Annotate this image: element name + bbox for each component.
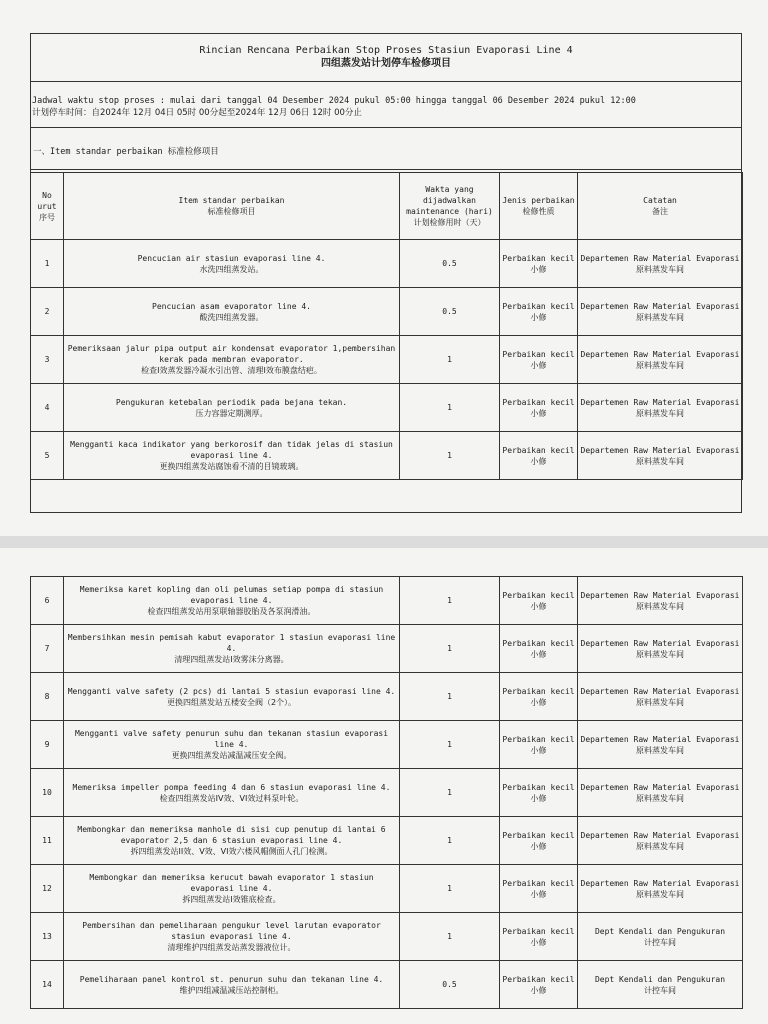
title-line-zh: 四组蒸发站计划停车检修项目 (321, 58, 451, 69)
row-note (578, 913, 743, 961)
row-type-id: Perbaikan kecil (502, 926, 575, 936)
row-time: 1 (400, 625, 500, 673)
row-note-zh: 原料蒸发车间 (636, 793, 684, 803)
row-note (578, 336, 743, 384)
row-number: 13 (31, 913, 64, 961)
row-note (578, 240, 743, 288)
row-note (578, 288, 743, 336)
row-number: 8 (31, 673, 64, 721)
row-item-zh: 清理四组蒸发站I效雾沫分离器。 (174, 655, 289, 664)
row-time: 1 (400, 336, 500, 384)
schedule-line-id: Jadwal waktu stop proses : mulai dari tanggal 04 Desember 2024 pukul 05:00 hingga tanggal 06 Desember 2024 pukul 12:00 (32, 96, 636, 106)
table-row (31, 577, 743, 625)
row-type-zh: 小修 (530, 793, 547, 803)
row-item (64, 432, 400, 480)
row-item-id: Memeriksa karet kopling dan oli pelumas setiap pompa di stasiun evaporasi line 4. (79, 585, 384, 605)
row-item-id: Pencucian air stasiun evaporasi line 4. (137, 253, 326, 263)
schedule-line-zh: 计划停车时间：自2024年 12月 04日 05时 00分起至2024年 12月 06日 12时 00分止 (32, 108, 362, 118)
row-note-zh: 计控车间 (644, 985, 676, 995)
document-title (31, 34, 741, 82)
row-item-id: Membongkar dan memeriksa manhole di sisi cup penutup di lantai 6 evaporator 2,5 dan 6 stasiun evaporasi line 4. (77, 825, 386, 845)
row-note-zh: 原料蒸发车间 (636, 264, 684, 274)
row-note-zh: 原料蒸发车间 (636, 649, 684, 659)
header-note-id: Catatan (643, 196, 677, 205)
row-item-zh: 更换四组蒸发站减温减压安全阀。 (171, 751, 292, 760)
header-no-zh: 序号 (39, 212, 55, 222)
row-note-zh: 原料蒸发车间 (636, 745, 684, 755)
table-row (31, 432, 743, 480)
row-type-zh: 小修 (530, 937, 547, 947)
row-time: 0.5 (400, 240, 500, 288)
row-time: 1 (400, 673, 500, 721)
row-time: 1 (400, 769, 500, 817)
table-row (31, 817, 743, 865)
row-number: 14 (31, 961, 64, 1009)
row-type-id: Perbaikan kecil (502, 878, 575, 888)
table-row (31, 961, 743, 1009)
row-time: 1 (400, 721, 500, 769)
row-item-id: Pemeliharaan panel kontrol st. penurun suhu dan tekanan line 4. (79, 974, 384, 984)
row-type-zh: 小修 (530, 697, 547, 707)
row-type (500, 673, 578, 721)
row-type-zh: 小修 (530, 889, 547, 899)
row-type-id: Perbaikan kecil (502, 445, 575, 455)
row-item-zh: 清理维护四组蒸发站蒸发器液位计。 (167, 943, 296, 952)
row-note (578, 721, 743, 769)
row-item-id: Pencucian asam evaporator line 4. (152, 301, 311, 311)
row-type-id: Perbaikan kecil (502, 349, 575, 359)
row-item (64, 817, 400, 865)
row-note-id: Departemen Raw Material Evaporasi (580, 830, 740, 840)
row-item (64, 961, 400, 1009)
header-item-id: Item standar perbaikan (178, 196, 285, 205)
row-number: 5 (31, 432, 64, 480)
row-note (578, 769, 743, 817)
row-type (500, 240, 578, 288)
table-row (31, 240, 743, 288)
row-type-zh: 小修 (530, 264, 547, 274)
schedule-info (31, 82, 741, 128)
row-type-id: Perbaikan kecil (502, 734, 575, 744)
row-item-zh: 检查四组蒸发站用泵联轴器胶胎及各泵润滑油。 (147, 607, 316, 616)
row-time: 1 (400, 384, 500, 432)
row-type-zh: 小修 (530, 601, 547, 611)
maintenance-table-part1 (30, 172, 743, 480)
row-type-zh: 小修 (530, 985, 547, 995)
page-gap (0, 536, 768, 548)
header-item-zh: 标准检修项目 (207, 207, 256, 216)
row-note-zh: 原料蒸发车间 (636, 408, 684, 418)
table-header-row (31, 173, 743, 240)
row-time: 0.5 (400, 961, 500, 1009)
row-number: 2 (31, 288, 64, 336)
row-time: 0.5 (400, 288, 500, 336)
row-number: 12 (31, 865, 64, 913)
row-type-id: Perbaikan kecil (502, 301, 575, 311)
header-type (500, 173, 578, 240)
header-no (31, 173, 64, 240)
row-type (500, 288, 578, 336)
header-time (400, 173, 500, 240)
row-item (64, 288, 400, 336)
row-item (64, 240, 400, 288)
row-time: 1 (400, 577, 500, 625)
header-note-zh: 备注 (652, 207, 668, 216)
row-note-id: Dept Kendali dan Pengukuran (594, 974, 726, 984)
row-type-zh: 小修 (530, 360, 547, 370)
row-item (64, 625, 400, 673)
row-type (500, 577, 578, 625)
row-item (64, 913, 400, 961)
row-note-zh: 原料蒸发车间 (636, 697, 684, 707)
row-item (64, 384, 400, 432)
table-row (31, 625, 743, 673)
row-type (500, 817, 578, 865)
row-note-zh: 原料蒸发车间 (636, 312, 684, 322)
row-item (64, 673, 400, 721)
row-note-zh: 原料蒸发车间 (636, 841, 684, 851)
row-number: 6 (31, 577, 64, 625)
row-item-zh: 更换四组蒸发站五楼安全阀（2个）。 (166, 697, 297, 707)
row-note (578, 625, 743, 673)
row-number: 3 (31, 336, 64, 384)
row-type (500, 721, 578, 769)
row-note-id: Departemen Raw Material Evaporasi (580, 397, 740, 407)
row-note (578, 384, 743, 432)
title-line-id: Rincian Rencana Perbaikan Stop Proses Stasiun Evaporasi Line 4 (199, 45, 573, 56)
row-note-id: Departemen Raw Material Evaporasi (580, 253, 740, 263)
row-type (500, 336, 578, 384)
row-type (500, 625, 578, 673)
row-note-zh: 原料蒸发车间 (636, 601, 684, 611)
row-item-zh: 拆四组蒸发站I效锥底检查。 (182, 895, 281, 904)
row-type-id: Perbaikan kecil (502, 686, 575, 696)
row-note-id: Departemen Raw Material Evaporasi (580, 590, 740, 600)
row-note-zh: 原料蒸发车间 (636, 360, 684, 370)
section-label: 一、Item standar perbaikan 标准检修项目 (31, 128, 741, 170)
row-item (64, 865, 400, 913)
table-row (31, 865, 743, 913)
table-row (31, 721, 743, 769)
table-row (31, 384, 743, 432)
row-item-id: Pengukuran ketebalan periodik pada bejana tekan. (115, 397, 348, 407)
row-item (64, 336, 400, 384)
row-number: 11 (31, 817, 64, 865)
table-row (31, 336, 743, 384)
row-note-id: Departemen Raw Material Evaporasi (580, 686, 740, 696)
row-note-id: Departemen Raw Material Evaporasi (580, 301, 740, 311)
table-row (31, 913, 743, 961)
row-item-id: Membersihkan mesin pemisah kabut evaporator 1 stasiun evaporasi line 4. (67, 633, 396, 653)
row-note (578, 673, 743, 721)
row-type-zh: 小修 (530, 745, 547, 755)
row-number: 4 (31, 384, 64, 432)
row-note (578, 961, 743, 1009)
row-note-id: Departemen Raw Material Evaporasi (580, 878, 740, 888)
row-note (578, 817, 743, 865)
row-type-zh: 小修 (530, 408, 547, 418)
row-type (500, 865, 578, 913)
row-item-zh: 更换四组蒸发站腐蚀看不清的目镜玻璃。 (159, 462, 304, 471)
row-number: 10 (31, 769, 64, 817)
header-type-id: Jenis perbaikan (502, 196, 575, 205)
header-item (64, 173, 400, 240)
row-item-id: Pemeriksaan jalur pipa output air kondensat evaporator 1,pembersihan kerak pada membran evaporator. (67, 344, 396, 364)
row-note-zh: 原料蒸发车间 (636, 889, 684, 899)
header-type-zh: 检修性质 (522, 207, 555, 216)
row-time: 1 (400, 865, 500, 913)
row-number: 9 (31, 721, 64, 769)
row-number: 1 (31, 240, 64, 288)
maintenance-table-part2 (30, 576, 743, 1009)
row-item-zh: 检查I效蒸发器冷凝水引出管、清理I效布膜盘结疤。 (141, 366, 322, 375)
row-note-zh: 原料蒸发车间 (636, 456, 684, 466)
row-type (500, 432, 578, 480)
row-item-id: Membongkar dan memeriksa kerucut bawah evaporator 1 stasiun evaporasi line 4. (89, 873, 374, 893)
row-type-id: Perbaikan kecil (502, 974, 575, 984)
row-note (578, 577, 743, 625)
table-body-part1 (31, 240, 743, 480)
row-item-id: Memeriksa impeller pompa feeding 4 dan 6 stasiun evaporasi line 4. (72, 782, 391, 792)
table-body-part2 (31, 577, 743, 1009)
row-note-id: Departemen Raw Material Evaporasi (580, 349, 740, 359)
row-number: 7 (31, 625, 64, 673)
row-type-zh: 小修 (530, 312, 547, 322)
row-type (500, 384, 578, 432)
row-note (578, 432, 743, 480)
row-item (64, 577, 400, 625)
row-item-zh: 水洗四组蒸发站。 (199, 264, 264, 274)
row-note-id: Departemen Raw Material Evaporasi (580, 734, 740, 744)
row-time: 1 (400, 817, 500, 865)
header-note (578, 173, 743, 240)
header-time-id: Wakta yang dijadwalkan maintenance (hari) (406, 185, 493, 216)
row-item-zh: 酸洗四组蒸发器。 (199, 312, 264, 322)
row-note-id: Dept Kendali dan Pengukuran (594, 926, 726, 936)
table-row (31, 673, 743, 721)
row-type-id: Perbaikan kecil (502, 253, 575, 263)
page-2 (0, 548, 768, 1024)
row-type (500, 913, 578, 961)
row-item-id: Mengganti valve safety penurun suhu dan tekanan stasiun evaporasi line 4. (74, 729, 389, 749)
row-type-zh: 小修 (530, 841, 547, 851)
row-type-id: Perbaikan kecil (502, 638, 575, 648)
row-note-zh: 计控车间 (644, 937, 676, 947)
row-item-zh: 维护四组减温减压站控制柜。 (179, 985, 284, 995)
row-type (500, 961, 578, 1009)
row-note-id: Departemen Raw Material Evaporasi (580, 782, 740, 792)
row-type-id: Perbaikan kecil (502, 590, 575, 600)
row-type-id: Perbaikan kecil (502, 830, 575, 840)
header-no-id: No urut (37, 190, 57, 211)
row-item-id: Mengganti valve safety (2 pcs) di lantai 5 stasiun evaporasi line 4. (67, 686, 396, 696)
table-row (31, 769, 743, 817)
row-time: 1 (400, 913, 500, 961)
row-type-zh: 小修 (530, 649, 547, 659)
header-time-zh: 计划检修用时（天） (413, 218, 486, 227)
row-time: 1 (400, 432, 500, 480)
row-type (500, 769, 578, 817)
row-item-id: Mengganti kaca indikator yang berkorosif dan tidak jelas di stasiun evaporasi line 4. (70, 440, 393, 460)
row-item (64, 721, 400, 769)
row-item-zh: 拆四组蒸发站II效、V效、VI效六楼风帽侧面人孔门检测。 (130, 847, 333, 856)
row-item-id: Pembersihan dan pemeliharaan pengukur level larutan evaporator stasiun evaporasi line 4. (82, 921, 381, 941)
row-note (578, 865, 743, 913)
row-item (64, 769, 400, 817)
row-note-id: Departemen Raw Material Evaporasi (580, 445, 740, 455)
table-row (31, 288, 743, 336)
row-note-id: Departemen Raw Material Evaporasi (580, 638, 740, 648)
row-item-zh: 压力容器定期测厚。 (195, 408, 268, 418)
row-item-zh: 检查四组蒸发站IV效、VI效过料泵叶轮。 (159, 793, 304, 803)
row-type-id: Perbaikan kecil (502, 397, 575, 407)
row-type-zh: 小修 (530, 456, 547, 466)
row-type-id: Perbaikan kecil (502, 782, 575, 792)
